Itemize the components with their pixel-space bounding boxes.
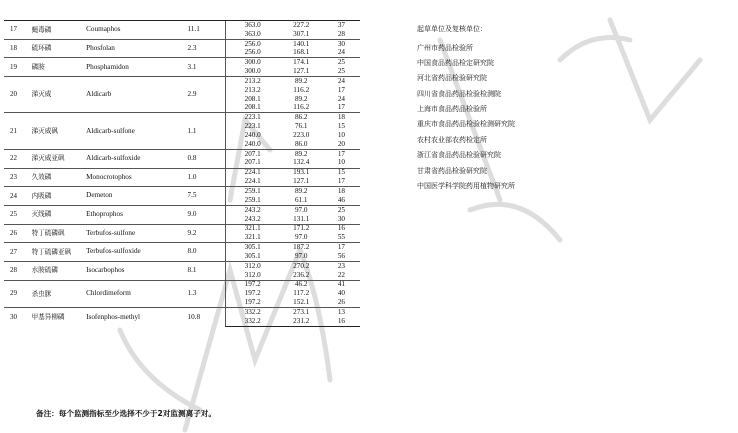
org-item: 河北省药品检验研究院	[417, 74, 487, 83]
org-item: 中国食品药品检定研究院	[417, 58, 494, 67]
precursor-ion: 223.1	[225, 113, 279, 122]
compound-name-cn: 磷胺	[32, 58, 87, 77]
serial-number: 17	[4, 21, 32, 40]
retention-value: 0.8	[187, 149, 225, 168]
collision-energy: 18	[323, 187, 360, 196]
product-ion: 273.1	[280, 308, 323, 317]
compound-name-cn: 水胺硫磷	[32, 261, 87, 280]
org-item: 上海市食品药品检验所	[417, 105, 487, 114]
org-item: 浙江省食品药品检验研究院	[417, 151, 501, 160]
collision-energy: 17	[323, 149, 360, 158]
collision-energy: 25	[323, 205, 360, 214]
table-row	[4, 58, 360, 67]
product-ion: 89.2	[294, 94, 308, 103]
product-ion: 127.1	[293, 177, 310, 186]
product-ion: 116.2	[293, 103, 310, 112]
product-ion: 168.1	[293, 48, 310, 57]
compound-name-en: Terbufos-sulfoxide	[86, 243, 187, 262]
compound-name-cn: 硫环磷	[32, 39, 87, 58]
product-ion: 231.2	[280, 317, 323, 326]
product-ion: 76.1	[294, 122, 308, 131]
retention-value: 7.5	[187, 187, 225, 206]
ion-pair-table	[4, 20, 360, 327]
precursor-ion: 208.1	[225, 104, 279, 113]
collision-energy: 15	[323, 168, 360, 177]
collision-energy: 13	[323, 308, 360, 317]
compound-name-en: Coumaphos	[86, 21, 187, 40]
collision-energy: 46	[337, 195, 345, 204]
product-ion: 61.1	[294, 195, 308, 204]
collision-energy: 20	[337, 139, 345, 148]
table-row	[4, 168, 360, 177]
precursor-ion: 332.2	[225, 308, 279, 317]
precursor-ion: 363.0	[225, 30, 279, 39]
retention-value: 2.9	[187, 77, 225, 113]
collision-energy: 17	[337, 85, 345, 94]
product-ion: 227.2	[280, 21, 323, 30]
retention-value: 8.0	[187, 243, 225, 262]
collision-energy: 40	[337, 289, 345, 298]
product-ion: 97.0	[294, 251, 308, 260]
precursor-ion: 224.1	[225, 168, 279, 177]
precursor-ion: 256.0	[225, 39, 279, 48]
retention-value: 1.0	[187, 168, 225, 187]
product-ion: 117.2	[293, 289, 310, 298]
product-ion: 89.2	[280, 77, 323, 86]
precursor-ion: 224.1	[225, 177, 279, 186]
retention-value: 1.3	[187, 280, 225, 308]
precursor-ion: 305.1	[225, 252, 279, 261]
drafting-units	[417, 24, 717, 194]
collision-energy: 37	[323, 21, 360, 30]
serial-number: 29	[4, 280, 32, 308]
precursor-ion: 197.2	[225, 280, 279, 289]
serial-number: 30	[4, 308, 32, 327]
compound-name-cn: 内吸磷	[32, 187, 87, 206]
compound-name-cn: 久效磷	[32, 168, 87, 187]
compound-name-en: Aldicarb-sulfoxide	[86, 149, 187, 168]
retention-value: 3.1	[187, 58, 225, 77]
table-row	[4, 280, 360, 289]
precursor-ion: 240.0	[225, 140, 279, 149]
compound-name-cn: 甲基异柳磷	[32, 308, 87, 327]
collision-energy: 16	[323, 317, 360, 326]
compound-name-en: Aldicarb-sulfone	[86, 113, 187, 149]
product-ion: 152.1	[293, 298, 310, 307]
retention-value: 9.2	[187, 224, 225, 243]
product-ion: 131.1	[293, 214, 310, 223]
collision-energy: 18	[323, 113, 360, 122]
collision-energy: 30	[323, 39, 360, 48]
serial-number: 27	[4, 243, 32, 262]
collision-energy: 10	[337, 158, 345, 167]
collision-energy: 15	[337, 122, 345, 131]
table-row	[4, 113, 360, 122]
compound-name-en: Phosphamidon	[86, 58, 187, 77]
collision-energy: 24	[337, 94, 345, 103]
retention-value: 9.0	[187, 205, 225, 224]
left-page	[0, 0, 362, 433]
product-ion: 127.1	[293, 67, 310, 76]
table-row	[4, 308, 360, 317]
product-ion: 86.2	[280, 113, 323, 122]
serial-number: 25	[4, 205, 32, 224]
org-item: 中国医学科学院药用植物研究所	[417, 182, 515, 191]
compound-name-cn: 灭线磷	[32, 205, 87, 224]
compound-name-cn: 特丁硫磷亚砜	[32, 243, 87, 262]
serial-number: 20	[4, 77, 32, 113]
org-item: 重庆市食品药品检验检测研究院	[417, 120, 515, 129]
serial-number: 24	[4, 187, 32, 206]
product-ion: 193.1	[280, 168, 323, 177]
product-ion: 132.4	[293, 158, 310, 167]
table-row	[4, 187, 360, 196]
serial-number: 22	[4, 149, 32, 168]
collision-energy: 24	[337, 48, 345, 57]
compound-name-cn: 涕灭威砜	[32, 113, 87, 149]
product-ion: 116.2	[293, 85, 310, 94]
collision-energy: 41	[323, 280, 360, 289]
collision-energy: 30	[337, 214, 345, 223]
compound-name-cn: 涕灭威	[32, 77, 87, 113]
collision-energy: 17	[337, 103, 345, 112]
product-ion: 86.0	[294, 139, 308, 148]
product-ion: 97.0	[280, 205, 323, 214]
org-item: 四川省食品药品检验检测院	[417, 89, 501, 98]
org-list	[417, 41, 717, 195]
retention-value: 10.8	[187, 308, 225, 327]
product-ion: 89.2	[280, 149, 323, 158]
compound-name-en: Phosfolan	[86, 39, 187, 58]
compound-name-cn: 涕灭威亚砜	[32, 149, 87, 168]
precursor-ion: 207.1	[225, 159, 279, 168]
compound-name-en: Demeton	[86, 187, 187, 206]
precursor-ion: 312.0	[225, 271, 279, 280]
precursor-ion: 332.2	[225, 317, 279, 326]
precursor-ion: 243.2	[225, 205, 279, 214]
compound-name-en: Isofenphos-methyl	[86, 308, 187, 327]
precursor-ion: 213.2	[225, 77, 279, 86]
table-row	[4, 243, 360, 252]
collision-energy: 24	[323, 77, 360, 86]
collision-energy: 22	[337, 270, 345, 279]
org-item: 农村农业部农药检定所	[417, 135, 487, 144]
product-ion: 174.1	[280, 58, 323, 67]
table-row	[4, 21, 360, 30]
serial-number: 18	[4, 39, 32, 58]
table-row	[4, 149, 360, 158]
compound-name-en: Isocarbophos	[86, 261, 187, 280]
collision-energy: 17	[337, 177, 345, 186]
serial-number: 28	[4, 261, 32, 280]
table-row	[4, 205, 360, 214]
product-ion: 171.2	[280, 224, 323, 233]
precursor-ion: 223.1	[225, 122, 279, 131]
product-ion: 187.2	[280, 243, 323, 252]
compound-name-cn: 蝇毒磷	[32, 21, 87, 40]
precursor-ion: 321.1	[225, 224, 279, 233]
precursor-ion: 197.2	[225, 289, 279, 298]
compound-name-en: Ethoprophos	[86, 205, 187, 224]
retention-value: 8.1	[187, 261, 225, 280]
product-ion: 46.2	[280, 280, 323, 289]
retention-value: 11.1	[187, 21, 225, 40]
serial-number: 23	[4, 168, 32, 187]
collision-energy: 55	[337, 233, 345, 242]
precursor-ion: 259.1	[225, 187, 279, 196]
precursor-ion: 259.1	[225, 196, 279, 205]
precursor-ion: 208.1	[225, 95, 279, 104]
collision-energy: 10	[337, 130, 345, 139]
org-item: 广州市药品检验所	[417, 43, 473, 52]
retention-value: 2.3	[187, 39, 225, 58]
precursor-ion: 240.0	[225, 131, 279, 140]
table-row	[4, 224, 360, 233]
precursor-ion: 321.1	[225, 233, 279, 242]
collision-energy: 17	[323, 243, 360, 252]
precursor-ion: 300.0	[225, 67, 279, 76]
compound-name-en: Terbufos-sulfone	[86, 224, 187, 243]
precursor-ion: 207.1	[225, 149, 279, 158]
precursor-ion: 305.1	[225, 243, 279, 252]
precursor-ion: 312.0	[225, 261, 279, 270]
compound-name-en: Monocrotophos	[86, 168, 187, 187]
precursor-ion: 213.2	[225, 86, 279, 95]
table-note: 备注：每个监测指标至少选择不少于2对监测离子对。	[36, 409, 216, 418]
compound-name-cn: 杀虫脒	[32, 280, 87, 308]
product-ion: 97.0	[294, 233, 308, 242]
product-ion: 223.0	[293, 130, 310, 139]
precursor-ion: 363.0	[225, 21, 279, 30]
retention-value: 1.1	[187, 113, 225, 149]
precursor-ion: 243.2	[225, 215, 279, 224]
product-ion: 140.1	[280, 39, 323, 48]
collision-energy: 16	[323, 224, 360, 233]
compound-name-en: Chlordimeform	[86, 280, 187, 308]
collision-energy: 23	[323, 261, 360, 270]
serial-number: 26	[4, 224, 32, 243]
org-item: 甘肃省药品检验研究院	[417, 166, 487, 175]
precursor-ion: 300.0	[225, 58, 279, 67]
serial-number: 19	[4, 58, 32, 77]
collision-energy: 56	[337, 251, 345, 260]
drafting-units-heading: 起草单位及复核单位：	[417, 25, 487, 33]
precursor-ion: 197.2	[225, 298, 279, 307]
collision-energy: 28	[337, 29, 345, 38]
table-row	[4, 39, 360, 48]
product-ion: 89.2	[280, 187, 323, 196]
product-ion: 307.1	[293, 29, 310, 38]
collision-energy: 25	[323, 58, 360, 67]
precursor-ion: 256.0	[225, 49, 279, 58]
collision-energy: 26	[337, 298, 345, 307]
compound-name-en: Aldicarb	[86, 77, 187, 113]
product-ion: 270.2	[280, 261, 323, 270]
compound-name-cn: 特丁硫磷砜	[32, 224, 87, 243]
collision-energy: 25	[337, 67, 345, 76]
table-row	[4, 261, 360, 270]
serial-number: 21	[4, 113, 32, 149]
product-ion: 236.2	[293, 270, 310, 279]
table-row	[4, 77, 360, 86]
